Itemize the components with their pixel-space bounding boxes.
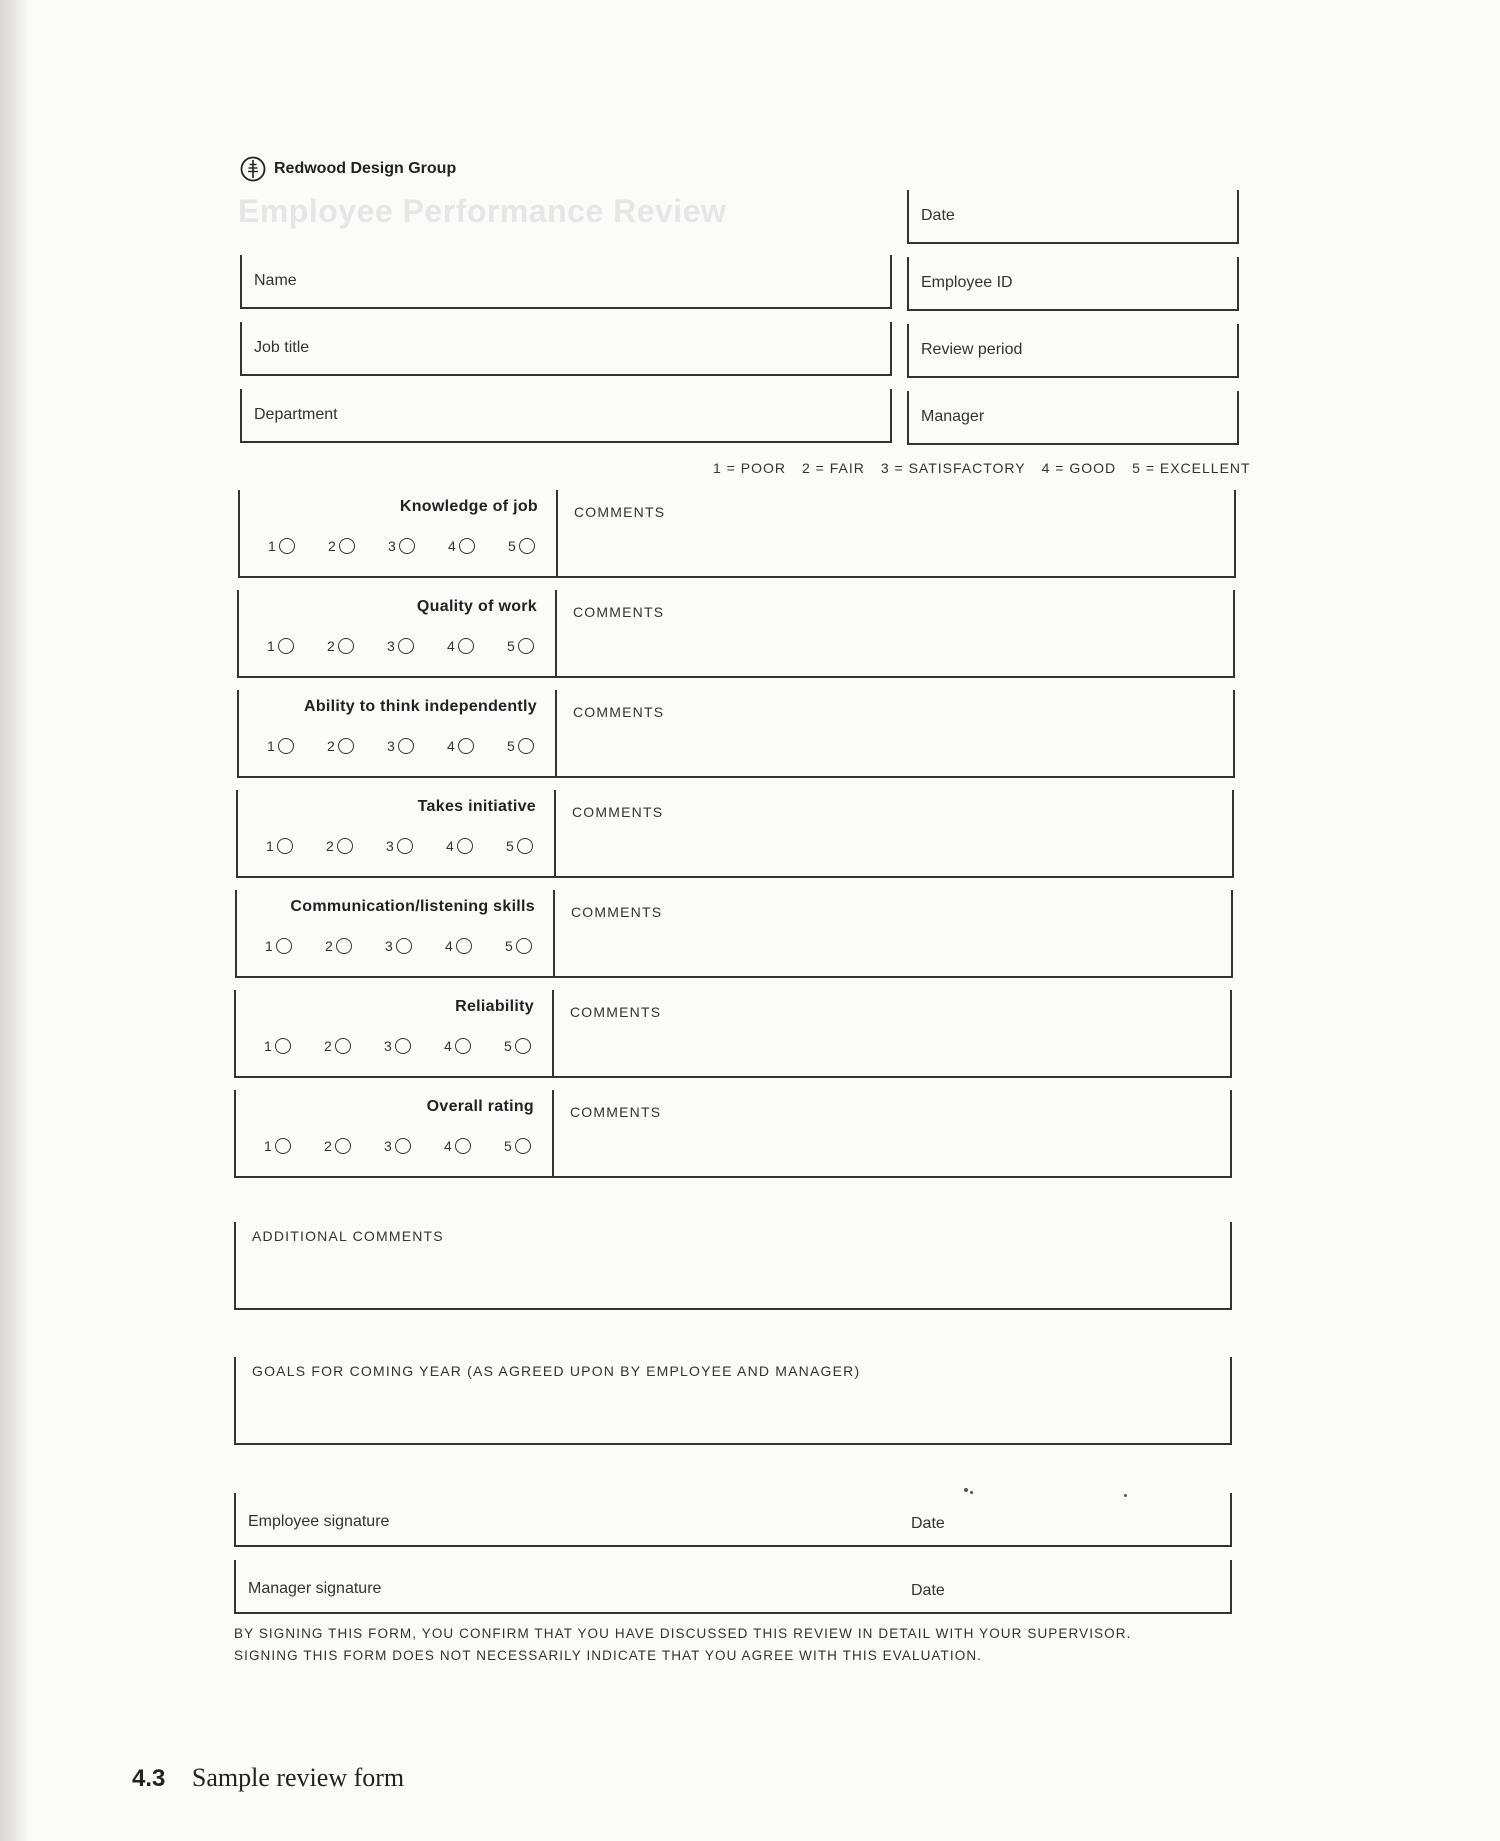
radio-circle-icon[interactable] (397, 838, 413, 854)
radio-circle-icon[interactable] (276, 938, 292, 954)
rating-option[interactable] (387, 738, 447, 754)
department-field-label: Department (254, 406, 338, 423)
scale-item: 1 = POOR (713, 460, 786, 476)
criterion-label: Reliability (455, 998, 534, 1015)
disclaimer-line: SIGNING THIS FORM DOES NOT NECESSARILY INDICATE THAT YOU AGREE WITH THIS EVALUATION. (234, 1648, 983, 1663)
rating-options (266, 838, 566, 854)
rating-option-number: 4 (446, 838, 454, 854)
radio-circle-icon[interactable] (337, 838, 353, 854)
print-speck (964, 1488, 968, 1492)
radio-circle-icon[interactable] (335, 1038, 351, 1054)
rating-option[interactable] (444, 1038, 504, 1054)
rating-box (237, 590, 557, 678)
manager-signature-field[interactable] (234, 1560, 1232, 1614)
rating-option[interactable] (264, 1038, 324, 1054)
rating-option[interactable] (264, 1138, 324, 1154)
rating-option-number: 2 (324, 1138, 332, 1154)
rating-row (237, 590, 1235, 678)
rating-option-number: 3 (385, 938, 393, 954)
rating-option-number: 1 (265, 938, 273, 954)
rating-option-number: 5 (505, 938, 513, 954)
criterion-label: Communication/listening skills (290, 898, 535, 915)
rating-options (264, 1038, 564, 1054)
rating-option[interactable] (384, 1138, 444, 1154)
rating-row (234, 1090, 1232, 1178)
comments-box[interactable] (555, 890, 1233, 978)
rating-option[interactable] (267, 738, 327, 754)
rating-option[interactable] (326, 838, 386, 854)
comments-box[interactable] (554, 1090, 1232, 1178)
radio-circle-icon[interactable] (518, 638, 534, 654)
rating-option-number: 3 (387, 738, 395, 754)
rating-option-number: 1 (264, 1138, 272, 1154)
rating-option[interactable] (388, 538, 448, 554)
scale-item: 4 = GOOD (1041, 460, 1117, 476)
rating-options (268, 538, 568, 554)
rating-option-number: 5 (507, 638, 515, 654)
disclaimer-line: BY SIGNING THIS FORM, YOU CONFIRM THAT YOU HAVE DISCUSSED THIS REVIEW IN DETAIL WITH YOUR SUPERVISOR. (234, 1626, 1132, 1641)
employee-signature-date-label: Date (911, 1515, 945, 1532)
review-period-field[interactable] (907, 324, 1239, 378)
rating-option-number: 3 (388, 538, 396, 554)
rating-scale-legend (713, 460, 1251, 476)
review-period-field-label: Review period (921, 341, 1023, 358)
radio-circle-icon[interactable] (455, 1038, 471, 1054)
comments-box[interactable] (554, 990, 1232, 1078)
rating-options (265, 938, 565, 954)
radio-circle-icon[interactable] (399, 538, 415, 554)
comments-label: COMMENTS (570, 1004, 662, 1020)
rating-option[interactable] (444, 1138, 504, 1154)
scale-item: 3 = SATISFACTORY (880, 460, 1026, 476)
rating-option-number: 5 (504, 1138, 512, 1154)
job-title-field[interactable] (240, 322, 892, 376)
rating-option[interactable] (267, 638, 327, 654)
radio-circle-icon[interactable] (278, 638, 294, 654)
rating-option-number: 3 (384, 1038, 392, 1054)
radio-circle-icon[interactable] (457, 838, 473, 854)
radio-circle-icon[interactable] (458, 638, 474, 654)
radio-circle-icon[interactable] (339, 538, 355, 554)
additional-comments-label: ADDITIONAL COMMENTS (252, 1228, 444, 1244)
rating-option-number: 1 (268, 538, 276, 554)
rating-option-number: 2 (328, 538, 336, 554)
rating-option[interactable] (446, 838, 506, 854)
radio-circle-icon[interactable] (279, 538, 295, 554)
rating-option-number: 1 (266, 838, 274, 854)
comments-label: COMMENTS (573, 604, 665, 620)
rating-option[interactable] (325, 938, 385, 954)
rating-option[interactable] (445, 938, 505, 954)
rating-option-number: 4 (448, 538, 456, 554)
manager-signature-label: Manager signature (248, 1580, 382, 1597)
scale-item: 2 = FAIR (801, 460, 865, 476)
rating-option-number: 4 (447, 738, 455, 754)
rating-option-number: 2 (327, 738, 335, 754)
print-speck (970, 1491, 973, 1494)
radio-circle-icon[interactable] (519, 538, 535, 554)
rating-box (234, 1090, 554, 1178)
radio-circle-icon[interactable] (515, 1138, 531, 1154)
name-field-label: Name (254, 272, 297, 289)
rating-options (267, 738, 567, 754)
print-speck (1124, 1494, 1127, 1497)
rating-option[interactable] (448, 538, 508, 554)
date-field[interactable] (907, 190, 1239, 244)
comments-label: COMMENTS (573, 704, 665, 720)
comments-label: COMMENTS (572, 804, 664, 820)
rating-option[interactable] (327, 638, 387, 654)
redwood-tree-icon (240, 156, 266, 182)
rating-option-number: 2 (324, 1038, 332, 1054)
rating-row (236, 790, 1234, 878)
rating-option-number: 5 (508, 538, 516, 554)
rating-row (237, 690, 1235, 778)
rating-box (234, 990, 554, 1078)
rating-option-number: 5 (504, 1038, 512, 1054)
employee-id-field[interactable] (907, 257, 1239, 311)
comments-box[interactable] (556, 790, 1234, 878)
rating-option-number: 2 (327, 638, 335, 654)
comments-box[interactable] (558, 490, 1236, 578)
radio-circle-icon[interactable] (395, 1038, 411, 1054)
date-field-label: Date (921, 207, 955, 224)
rating-row (234, 990, 1232, 1078)
radio-circle-icon[interactable] (517, 838, 533, 854)
name-field[interactable] (240, 255, 892, 309)
signature-disclaimer (234, 1623, 1131, 1667)
rating-option[interactable] (386, 838, 446, 854)
radio-circle-icon[interactable] (335, 1138, 351, 1154)
scale-item: 5 = EXCELLENT (1132, 460, 1251, 476)
rating-row (235, 890, 1233, 978)
radio-circle-icon[interactable] (516, 938, 532, 954)
rating-option[interactable] (327, 738, 387, 754)
rating-option-number: 5 (507, 738, 515, 754)
rating-option[interactable] (265, 938, 325, 954)
comments-label: COMMENTS (570, 1104, 662, 1120)
employee-signature-field[interactable] (234, 1493, 1232, 1547)
rating-options (264, 1138, 564, 1154)
manager-signature-date-label: Date (911, 1582, 945, 1599)
radio-circle-icon[interactable] (455, 1138, 471, 1154)
job-title-field-label: Job title (254, 339, 310, 356)
rating-row (238, 490, 1236, 578)
radio-circle-icon[interactable] (398, 638, 414, 654)
comments-label: COMMENTS (571, 904, 663, 920)
manager-field-label: Manager (921, 408, 985, 425)
figure-caption (132, 1763, 404, 1793)
rating-option-number: 3 (384, 1138, 392, 1154)
criterion-label: Ability to think independently (304, 698, 537, 715)
rating-box (237, 690, 557, 778)
figure-number: 4.3 (132, 1765, 166, 1792)
rating-option-number: 4 (445, 938, 453, 954)
criterion-label: Takes initiative (417, 798, 536, 815)
radio-circle-icon[interactable] (338, 638, 354, 654)
comments-box[interactable] (557, 690, 1235, 778)
radio-circle-icon[interactable] (456, 938, 472, 954)
criterion-label: Knowledge of job (399, 498, 538, 515)
employee-id-field-label: Employee ID (921, 274, 1013, 291)
goals-box[interactable] (234, 1357, 1232, 1445)
rating-option-number: 2 (326, 838, 334, 854)
rating-option-number: 4 (447, 638, 455, 654)
rating-option[interactable] (324, 1038, 384, 1054)
rating-option-number: 5 (506, 838, 514, 854)
radio-circle-icon[interactable] (277, 838, 293, 854)
comments-box[interactable] (557, 590, 1235, 678)
radio-circle-icon[interactable] (336, 938, 352, 954)
rating-option-number: 1 (267, 738, 275, 754)
criterion-label: Overall rating (426, 1098, 534, 1115)
radio-circle-icon[interactable] (398, 738, 414, 754)
rating-option-number: 1 (267, 638, 275, 654)
employee-signature-label: Employee signature (248, 1513, 390, 1530)
brand-name: Redwood Design Group (274, 160, 457, 177)
rating-option-number: 2 (325, 938, 333, 954)
rating-option[interactable] (387, 638, 447, 654)
form-title: Employee Performance Review (238, 193, 727, 229)
radio-circle-icon[interactable] (395, 1138, 411, 1154)
radio-circle-icon[interactable] (459, 538, 475, 554)
rating-option[interactable] (266, 838, 326, 854)
rating-option[interactable] (447, 638, 507, 654)
radio-circle-icon[interactable] (458, 738, 474, 754)
radio-circle-icon[interactable] (515, 1038, 531, 1054)
figure-caption-text: Sample review form (191, 1763, 405, 1792)
rating-box (236, 790, 556, 878)
rating-option-number: 1 (264, 1038, 272, 1054)
rating-option-number: 4 (444, 1138, 452, 1154)
rating-option[interactable] (447, 738, 507, 754)
comments-label: COMMENTS (574, 504, 666, 520)
manager-field[interactable] (907, 391, 1239, 445)
radio-circle-icon[interactable] (275, 1038, 291, 1054)
rating-option-number: 3 (387, 638, 395, 654)
rating-option[interactable] (384, 1038, 444, 1054)
book-spine-shadow (0, 0, 30, 1841)
rating-option-number: 3 (386, 838, 394, 854)
rating-option-number: 4 (444, 1038, 452, 1054)
radio-circle-icon[interactable] (338, 738, 354, 754)
brand-header (240, 156, 456, 182)
radio-circle-icon[interactable] (275, 1138, 291, 1154)
goals-label: GOALS FOR COMING YEAR (AS AGREED UPON BY EMPLOYEE AND MANAGER) (252, 1363, 861, 1379)
radio-circle-icon[interactable] (278, 738, 294, 754)
department-field[interactable] (240, 389, 892, 443)
criterion-label: Quality of work (416, 598, 537, 615)
rating-option[interactable] (385, 938, 445, 954)
rating-option[interactable] (328, 538, 388, 554)
additional-comments-box[interactable] (234, 1222, 1232, 1310)
radio-circle-icon[interactable] (396, 938, 412, 954)
rating-box (235, 890, 555, 978)
rating-options (267, 638, 567, 654)
radio-circle-icon[interactable] (518, 738, 534, 754)
rating-option[interactable] (324, 1138, 384, 1154)
rating-box (238, 490, 558, 578)
rating-option[interactable] (268, 538, 328, 554)
